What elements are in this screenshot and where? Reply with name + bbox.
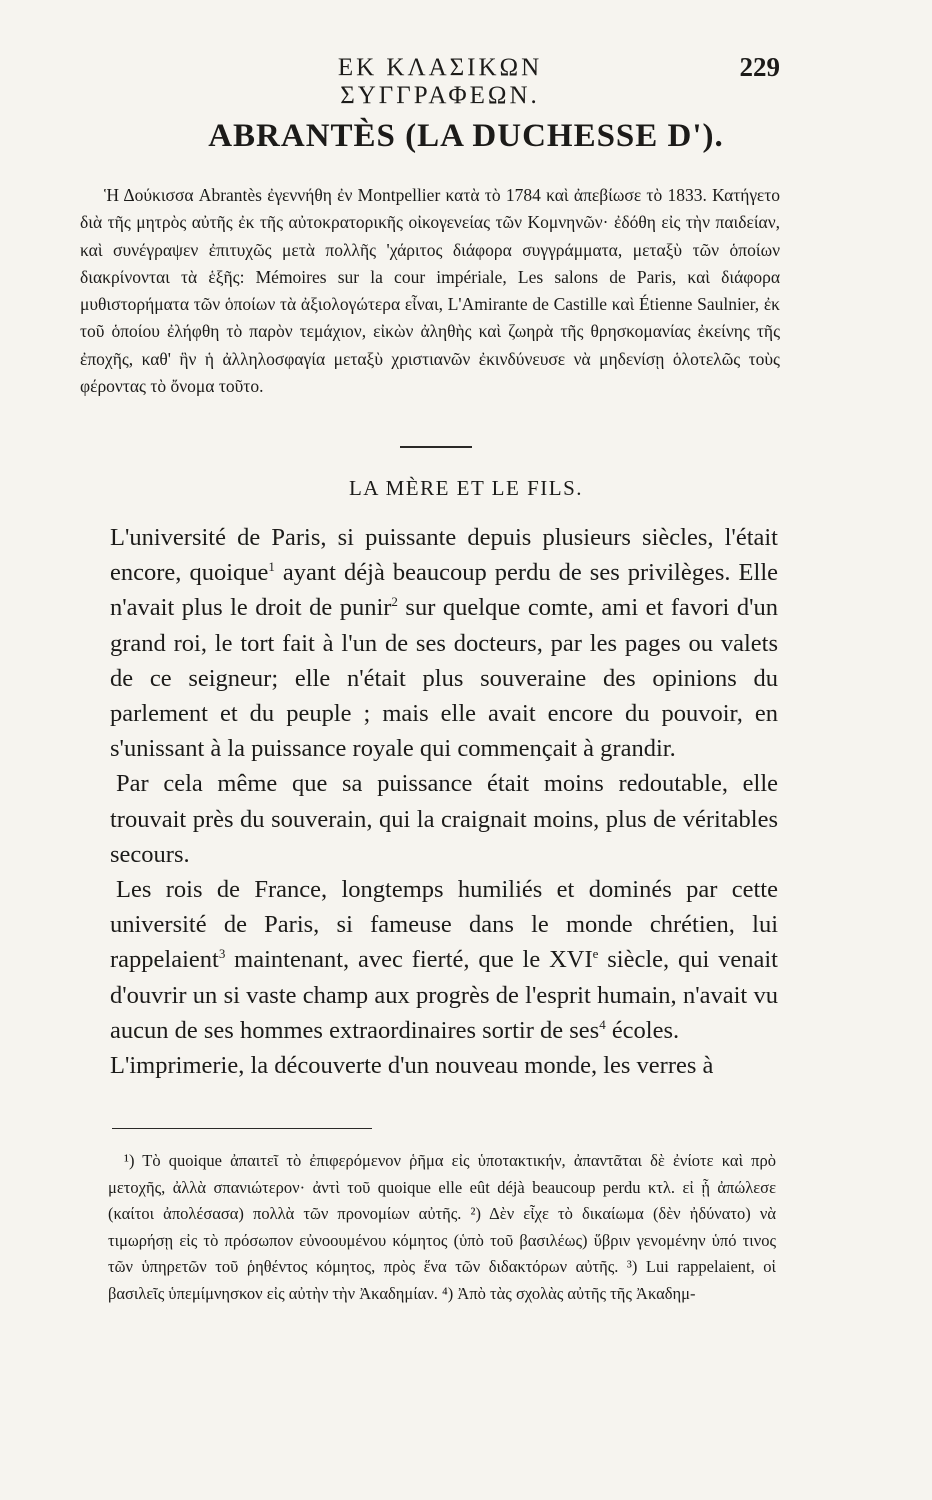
p1-text-c: sur quelque comte, ami et favori d'un grand roi, le tort fait à l'un de ses docteurs, par les pages ou valets de ce seigneur; elle n'était plus souveraine des opinions du parlement et du peuple ; mais elle avait encore du pouvoir, en s'unissant à la puissance royale qui commençait à grandir. — [110, 594, 778, 763]
running-head — [0, 52, 932, 109]
footnote-ref-4: 4 — [599, 1016, 606, 1032]
article-title: ABRANTÈS (LA DUCHESSE D'). — [208, 118, 724, 154]
footnotes — [108, 1148, 776, 1307]
p3-text-a: Les rois de France, longtemps humiliés et dominés par cette université de Paris, si fameuse dans le monde chrétien, lui rappelaient — [110, 876, 778, 974]
p3-text-c: siècle, qui venait d'ouvrir un si vaste champ aux progrès de l'esprit humain, n'avait vu aucun de ses hommes extraordinaires sortir de ses — [110, 946, 778, 1044]
footnotes-text: ¹) Τὸ quoique ἀπαιτεῖ τὸ ἐπιφερόμενον ῥῆμα εἰς ὑποτακτικήν, ἀπαντᾶται δὲ ἐνίοτε καὶ πρὸ μετοχῆς, ἀλλὰ σπανιώτερον· ἀντὶ τοῦ quoique elle eût déjà beaucoup perdu κτλ. εἰ ᾗ ἀπώλεσε (καίτοι ἀπολέσασα) πολλὰ τῶν προνομίων αὐτῆς. ²) Δὲν εἶχε τὸ δικαίωμα (δὲν ἠδύνατο) νὰ τιμωρήσῃ εἰς τὸ πρόσωπον εὐνοουμένου κόμητος (ὑπὸ τοῦ βασιλέως) ὕβριν γενομένην ὑπό τινος τῶν ὑπηρετῶν τοῦ ῥηθέντος κόμητος, πρὸς ἕνα τῶν διδακτόρων αὐτῆς. ³) Lui rappelaient, οἱ βασιλεῖς ὑπεμίμνησκον εἰς αὐτὴν τὴν Ἀκαδημίαν. ⁴) Ἀπὸ τὰς σχολὰς αὐτῆς τῆς Ἀκαδημ- — [108, 1151, 776, 1303]
section-divider — [400, 446, 472, 448]
running-title: ΕΚ ΚΛΑΣΙΚΩΝ ΣΥΓΓΡΑΦΕΩΝ. — [337, 54, 543, 109]
paragraph-1 — [110, 520, 778, 766]
intro-biography — [80, 182, 780, 400]
section-title: LA MÈRE ET LE FILS. — [348, 476, 584, 500]
paragraph-3 — [110, 872, 778, 1048]
p3-text-d: écoles. — [605, 1016, 680, 1044]
p1-text-b: ayant déjà beaucoup perdu de ses privilèges. Elle n'avait plus le droit de punir — [110, 559, 778, 622]
paragraph-4: L'imprimerie, la découverte d'un nouveau monde, les verres à — [110, 1052, 714, 1080]
footnote-ref-3: 3 — [218, 946, 226, 962]
footnote-rule — [112, 1128, 372, 1129]
paragraph-2: Par cela même que sa puissance était moins redoutable, elle trouvait près du souverain, qui la craignait moins, plus de véritables secours. — [110, 770, 778, 868]
page-number: 229 — [739, 52, 780, 82]
main-text — [110, 520, 778, 1083]
p3-text-b: maintenant, avec fierté, que le XVI — [225, 946, 593, 974]
p1-text-a: L'université de Paris, si puissante depuis plusieurs siècles, l'était encore, quoique — [110, 524, 778, 587]
century-superscript: e — [592, 946, 599, 962]
footnote-ref-2: 2 — [391, 594, 398, 610]
intro-paragraph: Ἡ Δούκισσα Abrantès ἐγεννήθη ἐν Montpellier κατὰ τὸ 1784 καὶ ἀπεβίωσε τὸ 1833. Κατήγετο διὰ τῆς μητρὸς αὐτῆς ἐκ τῆς αὐτοκρατορικῆς οἰκογενείας τῶν Κομνηνῶν· ἐδόθη εἰς τὴν παιδείαν, καὶ συνέγραψεν ἐπιτυχῶς μετὰ πολλῆς 'χάριτος διάφορα συγγράμματα, μεταξὺ τῶν ὁποίων διακρίνονται τὰ ἑξῆς: Mémoires sur la cour impériale, Les salons de Paris, καὶ διάφορα μυθιστορήματα τῶν ὁποίων τὰ ἀξιολογώτερα εἶναι, L'Amirante de Castille καὶ Étienne Saulnier, ἐκ τοῦ ὁποίου ἐλήφθη τὸ παρὸν τεμάχιον, εἰκὼν ἀληθὴς καὶ ζωηρὰ τῆς θρησκομανίας ἐκείνης τῆς ἐποχῆς, καθ' ἣν ἡ ἀλληλοσφαγία μεταξὺ χριστιανῶν ἐκινδύνευσε νὰ μηδενίσῃ ὁλοτελῶς τοὺς φέροντας τὸ ὄνομα τοῦτο. — [80, 185, 780, 397]
footnote-ref-1: 1 — [268, 559, 275, 575]
